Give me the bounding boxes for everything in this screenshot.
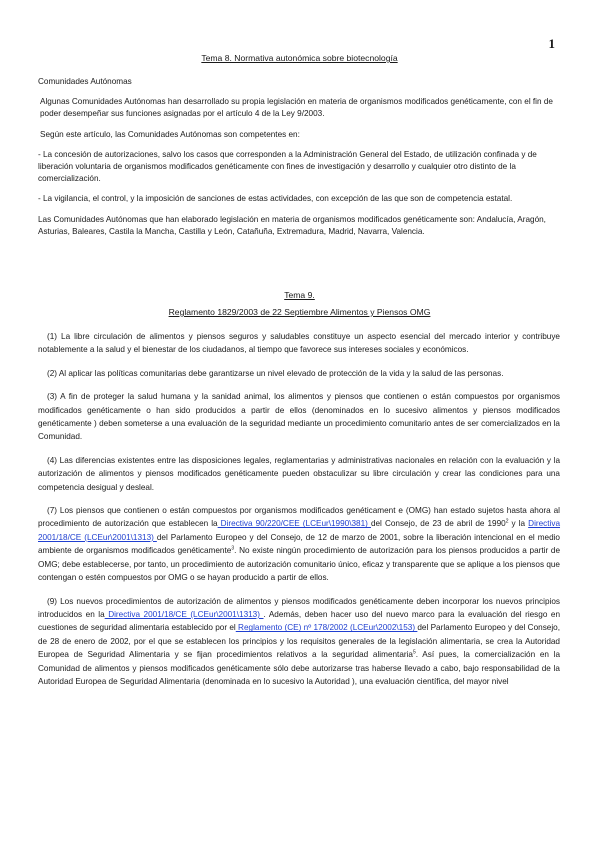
tema8-paragraph-5: Las Comunidades Autónomas que han elaborado legislación en materia de organismos modificados genéticamente son: Andalucía, Aragón, Asturias, Baleares, Castila la Mancha, Castilla y León, Catañuña, Extremadura, Madrid, Navarra, Valencia.	[38, 214, 546, 236]
directiva-2001-18-link[interactable]: Directiva 2001/18/CE (LCEur\2001\1313)	[104, 609, 264, 619]
text-run: (9) Los nuevos procedimientos de autorización de alimentos y piensos modificados genéticamente deben incorporar los nuevos principios introducidos en la	[38, 596, 560, 619]
tema9-section	[38, 330, 560, 688]
directiva-90-220-link[interactable]: Directiva 90/220/CEE (LCEur\1990\381)	[217, 519, 371, 529]
tema8-title: Tema 8. Normativa autonómica sobre biotecnología	[201, 53, 398, 63]
tema8-heading: Comunidades Autónomas	[38, 77, 132, 86]
tema8-paragraph-3: - La concesión de autorizaciones, salvo los casos que corresponden a la Administración General del Estado, de utilización confinada y de liberación voluntaria de organismos modificados genéticamente con fines de investigación y desarrollo y cualquier otro distinto de la comercialización.	[38, 149, 537, 184]
tema9-title: Tema 9.	[284, 290, 315, 300]
text-run: del Parlamento Europeo y del Consejo, de 12 de marzo de 2001, sobre la liberación intencional en el medio ambiente de organismos modificados genéticamente	[38, 532, 560, 556]
text-run: . Así pues, la comercialización en la Comunidad de alimentos y piensos modificados genéticamente sólo debe autorizarse tras haberse llevado a cabo, bajo responsabilidad de la Autoridad Europea de Seguridad Alimentaria (denominada en lo sucesivo la Autoridad ), una evaluación científica, del mayor nivel	[38, 650, 561, 686]
text-run: del Consejo, de 23 de abril de 1990	[370, 519, 506, 529]
tema9-paragraph-4: (4) Las diferencias existentes entre las disposiciones legales, reglamentarias y administrativas nacionales en relación con la evaluación y la autorización de alimentos y piensos modificados genéticamente pueden obstaculizar su libre circulación y crear las condiciones para una competencia desigual y desleal.	[38, 455, 560, 492]
text-run: del Parlamento Europeo y del Consejo, de 28 de enero de 2002, por el que se establecen los principios y los requisitos generales de la legislación alimentaria, se crea la Autoridad Europea de Seguridad Alimentaria y se fijan procedimientos relativos a la seguridad alimentaria	[38, 623, 560, 660]
tema8-paragraph-1: Algunas Comunidades Autónomas han desarrollado su propia legislación en materia de organismos modificados genéticamente, con el fin de poder desempeñar sus funciones asignadas por el artículo 4 de la Ley 9/2003.	[40, 97, 553, 119]
tema8-paragraph-4: - La vigilancia, el control, y la imposición de sanciones de estas actividades, con excepción de las que son de competencia estatal.	[38, 194, 513, 204]
text-run: (7) Los piensos que contienen o están compuestos por organismos modificados genéticament e (OMG) han estado sujetos hasta ahora al procedimiento de autorización que establecen la	[38, 506, 560, 529]
tema8-section	[38, 76, 560, 238]
tema9-paragraph-7	[38, 504, 560, 584]
reglamento-178-2002-link[interactable]: Reglamento (CE) nº 178/2002 (LCEur\2002\153)	[235, 623, 418, 633]
footnote-ref: 2	[505, 518, 509, 525]
page-number: 1	[548, 36, 555, 51]
tema8-paragraph-2: Según este artículo, las Comunidades Autónomas son competentes en:	[40, 129, 300, 139]
tema9-subtitle: Reglamento 1829/2003 de 22 Septiembre Alimentos y Piensos OMG	[168, 307, 431, 317]
text-run: . Además, deben hacer uso del nuevo marco para la evaluación del riesgo en cuestiones de seguridad alimentaria establecido por el	[38, 609, 561, 633]
text-run: . No existe ningún procedimiento de autorización para los piensos producidos a partir de OMG; debe establecerse, por tanto, un procedimiento de autorización comunitario único, eficaz y transparente que se aplique a los piensos que contengan o estén compuestos por OMG o se hayan producido a partir de ellos.	[38, 546, 561, 583]
tema9-paragraph-3: (3) A fin de proteger la salud humana y la sanidad animal, los alimentos y piensos que contienen o están compuestos por organismos modificados genéticamente o han sido producidos a partir de ellos (denominados en lo sucesivo alimentos y piensos modificados genéticamente ) deben someterse a una evaluación de la seguridad mediante un procedimiento comunitario antes de ser comercializados en la Comunidad.	[38, 392, 560, 442]
tema9-paragraph-1: (1) La libre circulación de alimentos y piensos seguros y saludables constituye un aspecto esencial del mercado interior y contribuye notablemente a la salud y el bienestar de los ciudadanos, al tiempo que favorece sus intereses sociales y económicos.	[38, 332, 560, 355]
tema9-paragraph-9	[38, 595, 560, 689]
footnote-ref: 5	[412, 649, 416, 656]
tema9-paragraph-2: (2) Al aplicar las políticas comunitarias debe garantizarse un nivel elevado de protección de la vida y la salud de las personas.	[47, 368, 504, 378]
footnote-ref: 3	[231, 545, 235, 552]
text-run: y la	[508, 519, 529, 529]
directiva-2001-18-link[interactable]: Directiva 2001/18/CE (LCEur\2001\1313)	[38, 519, 561, 542]
